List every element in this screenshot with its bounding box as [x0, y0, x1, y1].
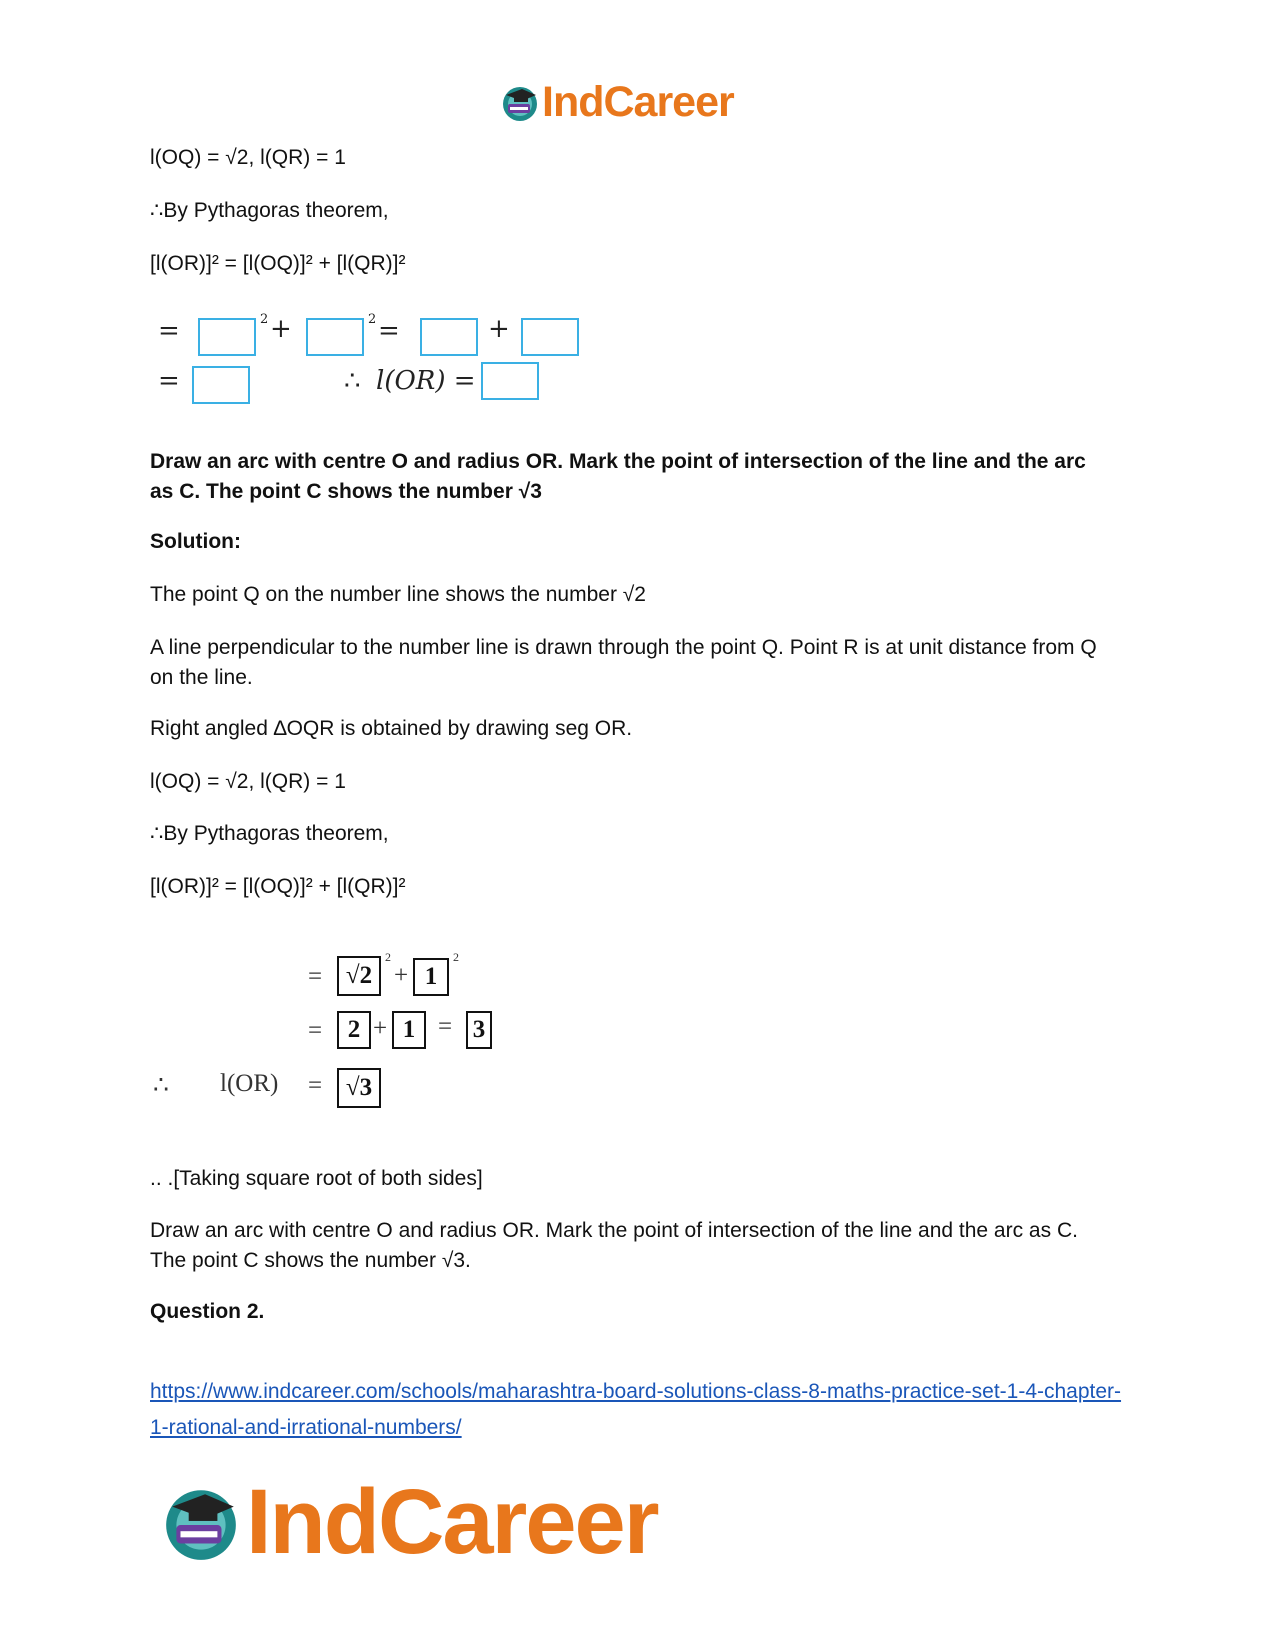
question-text: Draw an arc with centre O and radius OR. Mark the point of intersection of the line and the arc as C. The point C shows the number √3 — [150, 450, 1086, 503]
plus-sign: + — [270, 314, 292, 344]
given-lengths: l(OQ) = √2, l(QR) = 1 — [150, 770, 346, 793]
equals-sign: = — [158, 366, 180, 396]
brand-name: IndCareer — [542, 78, 734, 126]
answer-box: √2 — [337, 956, 381, 996]
exponent: 2 — [385, 950, 391, 964]
answer-box: 1 — [392, 1011, 426, 1049]
exponent: 2 — [368, 312, 377, 327]
equals-sign: = — [308, 1017, 323, 1044]
pythagoras-line: ∴By Pythagoras theorem, — [150, 199, 389, 222]
answer-box: 3 — [466, 1011, 492, 1049]
answer-box: √3 — [337, 1068, 381, 1108]
answer-blank — [198, 318, 256, 356]
indcareer-logo-bottom — [160, 1470, 658, 1575]
exponent: 2 — [453, 950, 459, 964]
graduation-cap-icon — [160, 1482, 242, 1564]
answer-blank — [306, 318, 364, 356]
equals-sign: = — [308, 1072, 323, 1099]
equals-sign: = — [158, 316, 180, 346]
solution-paragraph: The point Q on the number line shows the number √2 — [150, 583, 646, 606]
solution-paragraph: Right angled ∆OQR is obtained by drawing seg OR. — [150, 717, 633, 740]
indcareer-logo-top — [500, 78, 734, 127]
exponent: 2 — [260, 312, 269, 327]
therefore-symbol: ∴ — [344, 366, 361, 396]
note-text: .. .[Taking square root of both sides] — [150, 1167, 483, 1190]
pythagoras-formula: [l(OR)]² = [l(OQ)]² + [l(QR)]² — [150, 875, 406, 898]
graduation-cap-icon — [500, 83, 540, 123]
answer-blank — [420, 318, 478, 356]
brand-name: IndCareer — [246, 1471, 658, 1573]
pythagoras-line: ∴By Pythagoras theorem, — [150, 822, 389, 845]
equals-sign: = — [438, 1013, 453, 1040]
lhs-label: l(OR) = — [376, 366, 476, 396]
answer-blank — [192, 366, 250, 404]
question-label: Question 2. — [150, 1300, 265, 1323]
pythagoras-formula: [l(OR)]² = [l(OQ)]² + [l(QR)]² — [150, 252, 406, 275]
solution-paragraph: A line perpendicular to the number line is drawn through the point Q. Point R is at unit distance from Q on the line. — [150, 636, 1097, 689]
answer-blank — [481, 362, 539, 400]
equals-sign: = — [308, 963, 323, 990]
plus-sign: + — [488, 314, 510, 344]
answer-box: 1 — [413, 958, 449, 996]
answer-box: 2 — [337, 1011, 371, 1049]
given-lengths: l(OQ) = √2, l(QR) = 1 — [150, 146, 346, 169]
lhs-label: l(OR) — [220, 1070, 279, 1097]
solution-label: Solution: — [150, 530, 241, 553]
answer-blank — [521, 318, 579, 356]
equals-sign: = — [378, 316, 400, 346]
therefore-symbol: ∴ — [153, 1072, 169, 1099]
source-link[interactable]: https://www.indcareer.com/schools/maharashtra-board-solutions-class-8-maths-practice-set-1-4-chapter-1-rational-and-irrational-numbers/ — [150, 1380, 1122, 1439]
solution-paragraph: Draw an arc with centre O and radius OR. Mark the point of intersection of the line and the arc as C. The point C shows the number √3. — [150, 1219, 1078, 1272]
plus-sign: + — [373, 1015, 388, 1042]
plus-sign: + — [394, 962, 409, 989]
